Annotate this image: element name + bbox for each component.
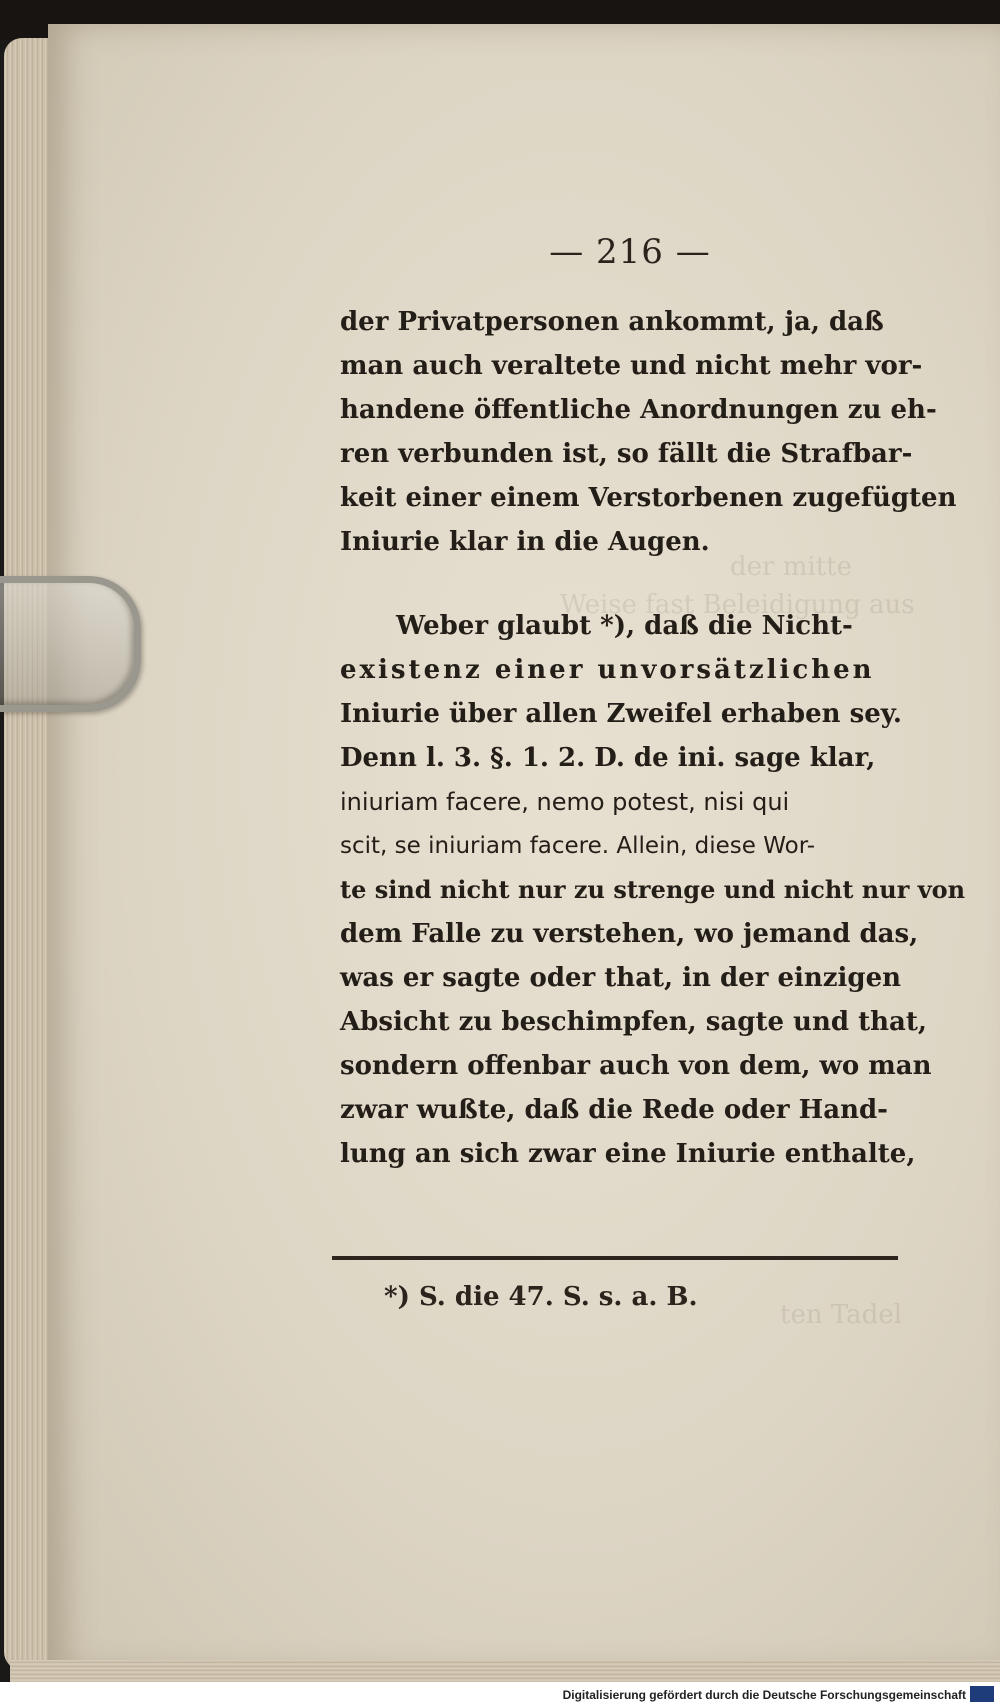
text-line: was er sagte oder that, in der einzigen [340, 963, 902, 993]
funding-credit: Digitalisierung gefördert durch die Deutsche Forschungsgemeinschaft [562, 1688, 966, 1702]
dfg-logo [970, 1686, 994, 1702]
text-line: te sind nicht nur zu strenge und nicht nur von [340, 875, 966, 904]
text-line: ren verbunden ist, so fällt die Strafbar- [340, 439, 913, 469]
text-line: existenz einer unvorsätzlichen [340, 655, 875, 685]
text-line: Weber glaubt *), daß die Nicht- [396, 611, 853, 641]
bleed-through-text: der mitte [730, 552, 852, 582]
footnote: *) S. die 47. S. s. a. B. [384, 1282, 698, 1312]
paper-clip [0, 576, 141, 712]
text-line: der Privatpersonen ankommt, ja, daß [340, 307, 884, 337]
footnote-rule [332, 1256, 898, 1260]
text-line: dem Falle zu verstehen, wo jemand das, [340, 919, 919, 949]
page-number: — 216 — [549, 232, 711, 272]
text-line: Denn l. 3. §. 1. 2. D. de ini. sage klar, [340, 743, 876, 773]
text-line: lung an sich zwar eine Iniurie enthalte, [340, 1139, 916, 1169]
bleed-through-text: ten Tadel [780, 1300, 903, 1330]
paragraph-gap [340, 564, 910, 604]
text-line: handene öffentliche Anordnungen zu eh- [340, 395, 937, 425]
text-line: Iniurie über allen Zweifel erhaben sey. [340, 699, 902, 729]
bleed-through-text: Weise fast Beleidigung aus [560, 590, 915, 620]
text-line: Iniurie klar in die Augen. [340, 527, 710, 557]
text-line: man auch veraltete und nicht mehr vor- [340, 351, 923, 381]
body-text [340, 300, 966, 1176]
text-line: sondern offenbar auch von dem, wo man [340, 1051, 932, 1081]
text-line: Absicht zu beschimpfen, sagte und that, [340, 1007, 927, 1037]
text-line: iniuriam facere, nemo potest, nisi qui [340, 788, 790, 816]
text-line: keit einer einem Verstorbenen zugefügten [340, 483, 957, 513]
book-page-bottom-edge [10, 1660, 1000, 1682]
text-line: scit, se iniuriam facere. Allein, diese Wor- [340, 833, 815, 859]
text-line: zwar wußte, daß die Rede oder Hand- [340, 1095, 888, 1125]
